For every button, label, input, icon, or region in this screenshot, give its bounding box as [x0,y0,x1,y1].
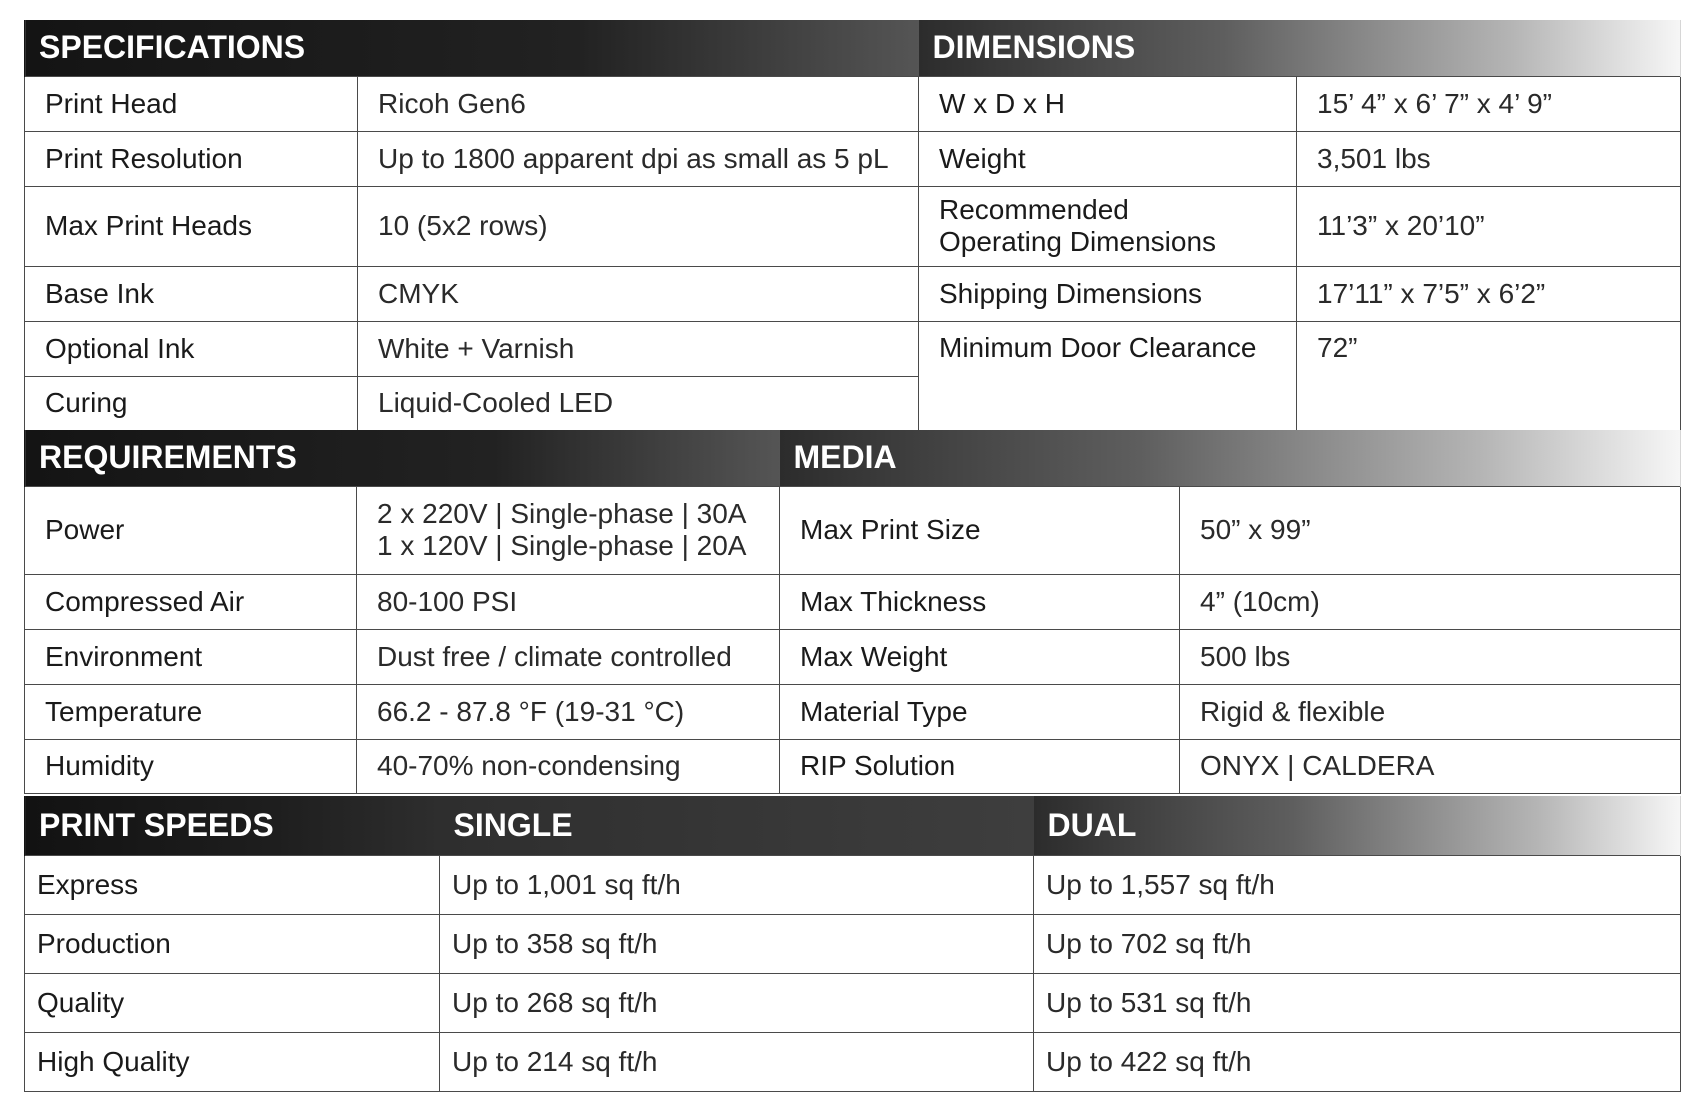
table-row [25,131,1681,186]
table-row [25,629,1681,684]
speed-dual: Up to 531 sq ft/h [1034,973,1681,1032]
media-title: MEDIA [780,430,1681,486]
req-value: Dust free / climate controlled [357,629,780,684]
req-value: 66.2 - 87.8 °F (19-31 °C) [357,684,780,739]
media-label: Max Print Size [780,486,1180,574]
table-row [25,684,1681,739]
table-row [25,486,1681,574]
dim-value: 3,501 lbs [1297,131,1681,186]
dim-value: 11’3” x 20’10” [1297,186,1681,266]
req-label: Humidity [25,739,357,793]
speed-single: Up to 358 sq ft/h [440,914,1034,973]
dim-label-line1: Recommended [939,194,1129,225]
speed-mode: Production [25,914,440,973]
table-row [25,914,1681,973]
table-row [25,574,1681,629]
req-value-line1: 2 x 220V | Single-phase | 30A [377,498,747,529]
dim-value: 17’11” x 7’5” x 6’2” [1297,266,1681,321]
single-column-header: SINGLE [440,796,1034,855]
specifications-title: SPECIFICATIONS [25,20,919,76]
media-value: Rigid & flexible [1180,684,1681,739]
spec-label: Base Ink [25,266,358,321]
req-value: 40-70% non-condensing [357,739,780,793]
header-row [25,430,1681,486]
speed-mode: Quality [25,973,440,1032]
req-value: 80-100 PSI [357,574,780,629]
table-row [25,321,1681,376]
spec-label: Max Print Heads [25,186,358,266]
spec-value: Up to 1800 apparent dpi as small as 5 pL [358,131,919,186]
media-value: 500 lbs [1180,629,1681,684]
header-row [25,796,1681,855]
dim-value: 72” [1297,321,1681,430]
dim-label: Minimum Door Clearance [919,321,1297,430]
dimensions-title: DIMENSIONS [919,20,1681,76]
spec-value: CMYK [358,266,919,321]
print-speeds-table [24,796,1681,1092]
req-label: Compressed Air [25,574,357,629]
header-row [25,20,1681,76]
requirements-title: REQUIREMENTS [25,430,780,486]
media-value: 4” (10cm) [1180,574,1681,629]
media-value: 50” x 99” [1180,486,1681,574]
speed-mode: Express [25,855,440,914]
table-row [25,266,1681,321]
dim-value: 15’ 4” x 6’ 7” x 4’ 9” [1297,76,1681,131]
specifications-dimensions-table [24,20,1681,431]
dim-label: W x D x H [919,76,1297,131]
req-value-line2: 1 x 120V | Single-phase | 20A [377,530,747,561]
req-label: Temperature [25,684,357,739]
spec-label: Print Resolution [25,131,358,186]
table-row [25,186,1681,266]
speed-dual: Up to 702 sq ft/h [1034,914,1681,973]
table-row [25,855,1681,914]
dim-label-line2: Operating Dimensions [939,226,1217,257]
spec-value: Liquid-Cooled LED [358,376,919,430]
speed-mode: High Quality [25,1032,440,1091]
speed-dual: Up to 1,557 sq ft/h [1034,855,1681,914]
media-value: ONYX | CALDERA [1180,739,1681,793]
requirements-media-table [24,430,1681,794]
spec-value: 10 (5x2 rows) [358,186,919,266]
media-label: RIP Solution [780,739,1180,793]
spec-value: White + Varnish [358,321,919,376]
speed-dual: Up to 422 sq ft/h [1034,1032,1681,1091]
spec-label: Curing [25,376,358,430]
print-speeds-title: PRINT SPEEDS [25,796,440,855]
speed-single: Up to 1,001 sq ft/h [440,855,1034,914]
req-label: Environment [25,629,357,684]
dual-column-header: DUAL [1034,796,1681,855]
dim-label: Shipping Dimensions [919,266,1297,321]
req-value [357,486,780,574]
dim-label [919,186,1297,266]
table-row [25,739,1681,793]
table-row [25,973,1681,1032]
table-row [25,76,1681,131]
speed-single: Up to 214 sq ft/h [440,1032,1034,1091]
speed-single: Up to 268 sq ft/h [440,973,1034,1032]
spec-label: Print Head [25,76,358,131]
table-row [25,1032,1681,1091]
media-label: Max Thickness [780,574,1180,629]
spec-label: Optional Ink [25,321,358,376]
media-label: Material Type [780,684,1180,739]
req-label: Power [25,486,357,574]
dim-label: Weight [919,131,1297,186]
media-label: Max Weight [780,629,1180,684]
spec-value: Ricoh Gen6 [358,76,919,131]
